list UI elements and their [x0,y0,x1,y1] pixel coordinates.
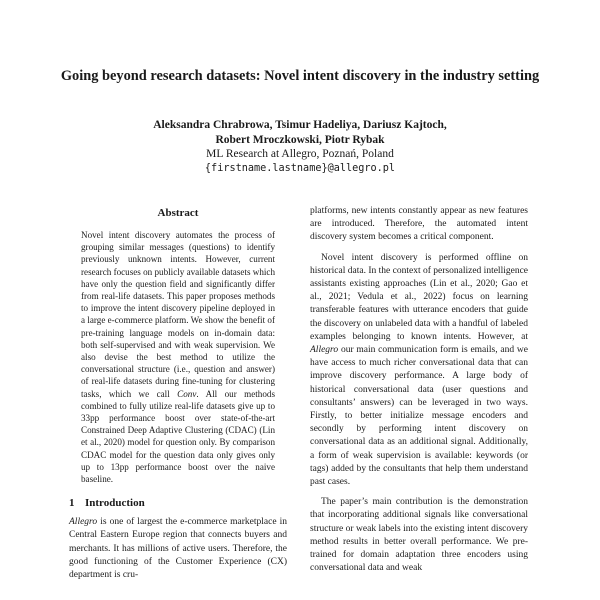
abstract-text [81,229,275,485]
paper-title: Going beyond research datasets: Novel intent discovery in the industry setting [60,68,540,84]
abstract-heading: Abstract [157,207,199,219]
section-heading-introduction [69,496,287,510]
left-column [69,206,287,582]
abstract-text-part-1: Novel intent discovery automates the process of grouping similar messages (questions) to identify previously unknown intents. However, current research focuses on publicly available datasets which have only the question field and significantly differ from real-life datasets. This paper proposes methods to improve the intent discovery pipeline deployed in a large e-commerce platform. We show the benefit of pre-training language models on in-domain data: both self-supervised and with weak supervision. We also devise the best method to utilize the conversational structure (i.e., question and answer) of real-life datasets during fine-tuning for clustering tasks, which we call [81,230,275,399]
right-allegro-term: Allegro [310,345,339,356]
intro-text: is one of largest the e-commerce marketplace in Central Eastern Europe region that connects buyers and merchants. It has millions of active users. Therefore, the good functioning of the Customer Experience (CX) department is cru- [69,517,287,581]
abstract-conv-term: Conv [177,388,197,399]
authors-line-2: Robert Mroczkowski, Piotr Rybak [215,134,385,146]
intro-paragraph [69,516,287,582]
section-number: 1 [69,497,75,510]
right-column [310,205,528,575]
author-email: {firstname.lastname}@allegro.pl [204,163,396,174]
right-paragraph-1: platforms, new intents constantly appear as new features are introduced. Therefore, the automated intent discovery system becomes a critical component. [310,206,528,243]
abstract-text-part-2: . All our methods combined to fully utilize real-life datasets give up to 33pp performance boost over state-of-the-art Constrained Deep Adaptive Clustering (CDAC) (Lin et al., 2020) model for question only. By comparison CDAC model for the question data only gives only up to 13pp performance boost over the naive baseline. [81,388,275,485]
right-paragraph-2-part-b: our main communication form is emails, and we have access to much richer conversational data that can improve discovery performance. A large body of historical conversational data (user questions and consultants’ answers) can be leveraged in two ways. Firstly, to better initialize message encoders and secondly by performing intent discovery on conversational data as an additional signal. Additionally, a form of weak supervision is available: keywords (or tags) added by the consultants that help them understand past cases. [310,345,528,488]
right-paragraph-2 [310,252,528,490]
section-title: Introduction [85,497,145,510]
author-list [100,118,500,148]
right-paragraph-3: The paper’s main contribution is the demonstration that incorporating additional signals like conversational structure or weak labels into the existing intent discovery method results in better overall performance. We pre-trained for domain adaptation three encoders using conversational data and weak [310,497,528,574]
affiliation: ML Research at Allegro, Poznań, Poland [206,148,394,160]
intro-allegro-term: Allegro [69,517,98,528]
right-paragraph-2-part-a: Novel intent discovery is performed offline on historical data. In the context of personalized intelligence assistants existing approaches (Lin et al., 2020; Gao et al., 2021; Vedula et al., 2022) focus on learning transferable features with utterance encoders that guide the discovery on unlabeled data with a handful of labeled examples belonging to known intents. However, at [310,252,528,342]
authors-line-1: Aleksandra Chrabrowa, Tsimur Hadeliya, Dariusz Kajtoch, [153,119,447,131]
